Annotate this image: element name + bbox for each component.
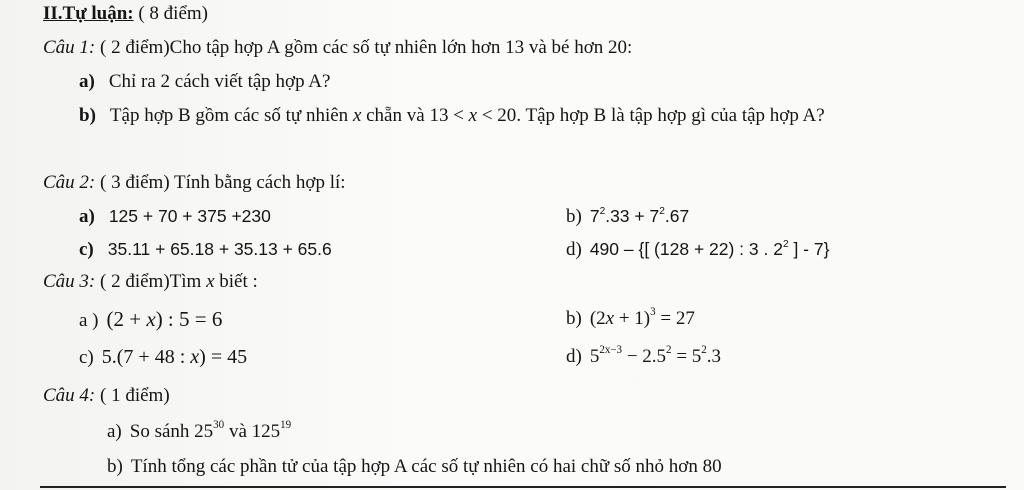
q2b-label: b) — [566, 206, 582, 227]
q3d-label: d) — [566, 346, 582, 367]
q3c-label: c) — [79, 347, 94, 368]
question-2 — [43, 171, 346, 195]
q3-part-a — [79, 307, 222, 333]
q1a-label: a) — [79, 71, 95, 92]
q3-label: Câu 3: — [43, 271, 96, 292]
q3-var: x — [206, 271, 215, 292]
q2c-expr: 35.11 + 65.18 + 35.13 + 65.6 — [107, 239, 332, 259]
q4-part-a — [107, 420, 291, 444]
q2a-label: a) — [79, 206, 95, 227]
q2-part-d — [566, 237, 829, 262]
q3b-expr: $(2x + 1)^3 = 27$ — [589, 306, 695, 329]
question-1 — [43, 36, 632, 60]
question-3 — [43, 270, 258, 294]
q1b-expr-var: x — [468, 105, 478, 126]
q1b-text2: chẵn và — [361, 105, 430, 126]
q3-part-c — [79, 345, 247, 370]
q3c-expr: 5.(7 + 48 : x) = 45 — [101, 346, 248, 368]
q1b-expr-right: < 20 — [477, 105, 517, 126]
q3-text2: biết : — [214, 271, 258, 292]
q2d-expr: 490 – {[ (128 + 22) : 3 . $2^2$ ] - 7} — [589, 238, 830, 259]
q2-part-c — [79, 237, 332, 262]
q1-label: Câu 1: — [43, 37, 96, 58]
q3-text: ( 2 điểm)Tìm — [95, 271, 207, 292]
q2a-expr: 125 + 70 + 375 +230 — [108, 206, 271, 226]
q4-text: ( 1 điểm) — [95, 385, 170, 406]
q4-label: Câu 4: — [43, 385, 96, 406]
section-title: II.Tự luận: — [43, 3, 134, 24]
section-heading — [43, 2, 208, 26]
q3-part-b — [566, 307, 695, 331]
q4a-n1: $25^{30}$ — [194, 419, 225, 442]
q1-part-b — [79, 104, 825, 128]
q4a-and: và — [224, 421, 252, 442]
q2b-expr: $7^2.33 + 7^2.67$ — [589, 205, 690, 226]
q1a-text: Chỉ ra 2 cách viết tập hợp A? — [108, 71, 331, 92]
q2-part-b — [566, 204, 689, 229]
bottom-rule — [40, 486, 1006, 488]
q4a-n2: $125^{19}$ — [251, 419, 292, 442]
q1b-var: x — [352, 105, 362, 126]
q4a-label: a) — [107, 421, 122, 442]
q1b-label: b) — [79, 105, 96, 126]
q2-text: ( 3 điểm) Tính bằng cách hợp lí: — [95, 172, 346, 193]
q2-part-a — [79, 204, 271, 229]
q1-text: ( 2 điểm)Cho tập hợp A gồm các số tự nhiên lớn hơn 13 và bé hơn 20: — [95, 37, 633, 58]
q4b-text: Tính tổng các phần tử của tập hợp A các số tự nhiên có hai chữ số nhỏ hơn 80 — [130, 456, 722, 477]
q1-part-a — [79, 70, 330, 94]
q3b-label: b) — [566, 308, 582, 329]
q3a-expr: (2 + x) : 5 = 6 — [106, 307, 223, 331]
q1b-expr-left: 13 < — [429, 105, 469, 126]
q1b-text3: . Tập hợp B là tập hợp gì của tập hợp A? — [516, 105, 825, 126]
q3d-expr: $5^{2x-3} - 2.5^2 = 5^2.3$ — [589, 344, 722, 367]
q4-part-b — [107, 455, 722, 479]
q2-label: Câu 2: — [43, 172, 96, 193]
section-points: ( 8 điểm) — [133, 3, 209, 24]
q4a-text: So sánh — [129, 421, 195, 442]
question-4 — [43, 384, 170, 408]
q3a-label: a ) — [79, 310, 99, 331]
q3-part-d — [566, 345, 721, 369]
q1b-text1: Tập hợp B gồm các số tự nhiên — [109, 105, 353, 126]
q2c-label: c) — [79, 239, 94, 260]
q2d-label: d) — [566, 239, 582, 260]
q4b-label: b) — [107, 456, 123, 477]
